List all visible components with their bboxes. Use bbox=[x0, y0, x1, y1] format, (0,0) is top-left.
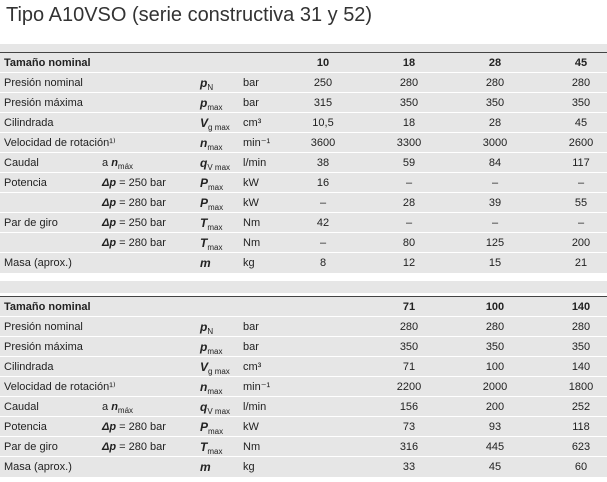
condition-delta-p: Δp bbox=[102, 217, 117, 229]
symbol-main: n bbox=[200, 136, 208, 150]
row-value-2: 100 bbox=[485, 361, 505, 373]
row-value-1: 350 bbox=[399, 97, 419, 109]
row-value-2: 125 bbox=[485, 237, 505, 249]
symbol-subscript: max bbox=[207, 447, 223, 456]
symbol-main: m bbox=[200, 256, 211, 270]
symbol-subscript: max bbox=[207, 223, 223, 232]
symbol-subscript: max bbox=[207, 243, 223, 252]
row-condition bbox=[102, 213, 166, 233]
row-unit: cm³ bbox=[243, 117, 262, 129]
row-label: Cilindrada bbox=[4, 117, 54, 129]
row-label: Caudal bbox=[4, 401, 39, 413]
row-value-3: 140 bbox=[571, 361, 591, 373]
row-value-0: – bbox=[319, 237, 327, 249]
row-symbol bbox=[200, 457, 211, 482]
row-value-3: 118 bbox=[572, 421, 590, 433]
table-row bbox=[0, 113, 607, 133]
table-row bbox=[0, 377, 607, 397]
row-value-1: 3300 bbox=[396, 137, 422, 149]
table-row bbox=[0, 437, 607, 457]
header-size-2: 100 bbox=[485, 301, 505, 313]
condition-delta-p: Δp bbox=[102, 237, 117, 249]
table-row bbox=[0, 317, 607, 337]
row-label: Potencia bbox=[4, 421, 47, 433]
row-value-2: 3000 bbox=[482, 137, 508, 149]
row-value-3: 350 bbox=[571, 97, 591, 109]
row-value-1: 18 bbox=[402, 117, 416, 129]
table-row bbox=[0, 457, 607, 477]
row-value-3: 252 bbox=[571, 401, 591, 413]
table-row bbox=[0, 93, 607, 113]
row-value-1: 73 bbox=[402, 421, 416, 433]
row-unit: min⁻¹ bbox=[243, 137, 271, 149]
table-row bbox=[0, 337, 607, 357]
symbol-subscript: max bbox=[207, 143, 223, 152]
row-value-0: 315 bbox=[313, 97, 333, 109]
symbol-subscript: V max bbox=[207, 407, 231, 416]
row-value-0: 42 bbox=[316, 217, 330, 229]
row-value-1: – bbox=[405, 177, 413, 189]
row-value-3: 55 bbox=[574, 197, 588, 209]
symbol-main: q bbox=[200, 400, 208, 414]
table-header-row bbox=[0, 296, 607, 317]
row-value-1: 156 bbox=[399, 401, 419, 413]
row-value-3: 623 bbox=[571, 441, 591, 453]
symbol-subscript: g max bbox=[208, 367, 230, 376]
table-row bbox=[0, 173, 607, 193]
row-value-3: 200 bbox=[571, 237, 591, 249]
header-label: Tamaño nominal bbox=[4, 301, 91, 313]
row-value-2: 350 bbox=[485, 97, 505, 109]
condition-pressure: = 280 bar bbox=[116, 421, 166, 433]
table-row bbox=[0, 397, 607, 417]
row-unit: min⁻¹ bbox=[243, 381, 271, 393]
symbol-main: p bbox=[200, 320, 208, 334]
row-unit: Nm bbox=[243, 217, 261, 229]
row-value-2: 445 bbox=[485, 441, 505, 453]
row-label: Par de giro bbox=[4, 441, 58, 453]
table-row bbox=[0, 133, 607, 153]
row-value-2: 39 bbox=[488, 197, 502, 209]
table-row bbox=[0, 193, 607, 213]
row-value-1: 71 bbox=[402, 361, 416, 373]
row-value-1: 80 bbox=[402, 237, 416, 249]
condition-prefix: a bbox=[102, 157, 112, 169]
row-value-1: 280 bbox=[399, 321, 419, 333]
condition-prefix: a bbox=[102, 401, 112, 413]
page-title: Tipo A10VSO (serie constructiva 31 y 52) bbox=[6, 4, 373, 26]
condition-symbol-sub: máx bbox=[117, 406, 134, 416]
symbol-subscript: N bbox=[207, 327, 214, 336]
row-value-1: 280 bbox=[399, 77, 419, 89]
symbol-main: V bbox=[200, 360, 209, 374]
row-value-2: 93 bbox=[488, 421, 502, 433]
condition-delta-p: Δp bbox=[102, 421, 117, 433]
header-label: Tamaño nominal bbox=[4, 57, 91, 69]
row-value-1: 28 bbox=[402, 197, 416, 209]
condition-pressure: = 250 bar bbox=[116, 217, 166, 229]
table-row bbox=[0, 233, 607, 253]
row-label: Par de giro bbox=[4, 217, 58, 229]
row-value-3: 117 bbox=[572, 157, 590, 169]
row-unit: kg bbox=[243, 257, 255, 269]
condition-pressure: = 250 bar bbox=[116, 177, 166, 189]
symbol-main: V bbox=[200, 116, 209, 130]
symbol-subscript: max bbox=[207, 347, 223, 356]
header-size-3: 45 bbox=[574, 57, 588, 69]
table-row bbox=[0, 153, 607, 173]
table-row bbox=[0, 253, 607, 273]
row-unit: kg bbox=[243, 461, 255, 473]
header-size-1: 18 bbox=[402, 57, 416, 69]
row-label: Presión nominal bbox=[4, 77, 83, 89]
row-label: Presión nominal bbox=[4, 321, 83, 333]
symbol-main: T bbox=[200, 216, 208, 230]
row-value-0: 3600 bbox=[310, 137, 336, 149]
table-row bbox=[0, 357, 607, 377]
symbol-subscript: max bbox=[207, 103, 223, 112]
row-condition bbox=[102, 193, 166, 213]
header-size-0: 10 bbox=[316, 57, 330, 69]
row-label: Velocidad de rotación¹⁾ bbox=[4, 137, 116, 149]
header-size-2: 28 bbox=[488, 57, 502, 69]
symbol-main: P bbox=[200, 176, 209, 190]
row-value-1: 2200 bbox=[396, 381, 422, 393]
symbol-main: p bbox=[200, 76, 208, 90]
row-condition bbox=[102, 233, 166, 253]
symbol-subscript: N bbox=[207, 83, 214, 92]
row-label: Masa (aprox.) bbox=[4, 461, 72, 473]
row-value-2: – bbox=[491, 177, 499, 189]
row-value-3: 60 bbox=[574, 461, 588, 473]
row-value-2: – bbox=[491, 217, 499, 229]
row-value-3: – bbox=[577, 217, 585, 229]
symbol-main: P bbox=[200, 420, 209, 434]
row-value-1: – bbox=[405, 217, 413, 229]
row-label: Potencia bbox=[4, 177, 47, 189]
symbol-main: n bbox=[200, 380, 208, 394]
row-unit: l/min bbox=[243, 401, 267, 413]
row-value-0: 10,5 bbox=[312, 117, 334, 129]
symbol-main: P bbox=[200, 196, 209, 210]
condition-symbol: n bbox=[111, 401, 118, 413]
row-label: Cilindrada bbox=[4, 361, 54, 373]
row-value-0: 16 bbox=[316, 177, 330, 189]
table-band-mid bbox=[0, 281, 607, 293]
row-unit: bar bbox=[243, 77, 259, 89]
symbol-main: q bbox=[200, 156, 208, 170]
symbol-subscript: max bbox=[207, 387, 223, 396]
row-value-0: 250 bbox=[313, 77, 333, 89]
row-value-2: 350 bbox=[485, 341, 505, 353]
condition-delta-p: Δp bbox=[102, 197, 117, 209]
row-unit: bar bbox=[243, 97, 259, 109]
row-value-3: 21 bbox=[574, 257, 588, 269]
condition-pressure: = 280 bar bbox=[116, 237, 166, 249]
symbol-main: T bbox=[200, 236, 208, 250]
condition-delta-p: Δp bbox=[102, 441, 117, 453]
row-value-1: 33 bbox=[402, 461, 416, 473]
row-unit: kW bbox=[243, 197, 259, 209]
symbol-subscript: g max bbox=[208, 123, 230, 132]
row-value-0: – bbox=[319, 197, 327, 209]
row-symbol bbox=[200, 253, 211, 278]
row-label: Presión máxima bbox=[4, 341, 83, 353]
row-condition bbox=[102, 173, 166, 193]
row-value-2: 15 bbox=[488, 257, 502, 269]
table-row bbox=[0, 417, 607, 437]
symbol-subscript: max bbox=[208, 203, 224, 212]
condition-pressure: = 280 bar bbox=[116, 197, 166, 209]
row-unit: Nm bbox=[243, 441, 261, 453]
row-value-3: 280 bbox=[571, 77, 591, 89]
row-label: Presión máxima bbox=[4, 97, 83, 109]
row-value-0: 38 bbox=[316, 157, 330, 169]
row-unit: l/min bbox=[243, 157, 267, 169]
row-value-3: 1800 bbox=[568, 381, 594, 393]
row-label: Caudal bbox=[4, 157, 39, 169]
row-unit: kW bbox=[243, 177, 259, 189]
row-value-3: 2600 bbox=[568, 137, 594, 149]
row-value-2: 280 bbox=[485, 321, 505, 333]
row-value-2: 28 bbox=[488, 117, 502, 129]
symbol-main: p bbox=[200, 96, 208, 110]
row-value-3: 350 bbox=[571, 341, 591, 353]
row-value-3: 280 bbox=[571, 321, 591, 333]
row-value-3: 45 bbox=[574, 117, 588, 129]
symbol-main: p bbox=[200, 340, 208, 354]
row-label: Velocidad de rotación¹⁾ bbox=[4, 381, 116, 393]
condition-delta-p: Δp bbox=[102, 177, 117, 189]
condition-symbol: n bbox=[111, 157, 118, 169]
row-unit: bar bbox=[243, 341, 259, 353]
symbol-subscript: max bbox=[208, 183, 224, 192]
row-unit: kW bbox=[243, 421, 259, 433]
symbol-main: m bbox=[200, 460, 211, 474]
row-value-1: 12 bbox=[402, 257, 416, 269]
row-condition bbox=[102, 417, 166, 437]
row-unit: cm³ bbox=[243, 361, 262, 373]
header-size-3: 140 bbox=[571, 301, 591, 313]
symbol-subscript: max bbox=[208, 427, 224, 436]
condition-symbol-sub: máx bbox=[117, 162, 134, 172]
row-value-1: 350 bbox=[399, 341, 419, 353]
row-value-3: – bbox=[577, 177, 585, 189]
row-condition bbox=[102, 437, 166, 457]
row-value-2: 84 bbox=[488, 157, 502, 169]
row-label: Masa (aprox.) bbox=[4, 257, 72, 269]
row-unit: bar bbox=[243, 321, 259, 333]
symbol-main: T bbox=[200, 440, 208, 454]
header-size-1: 71 bbox=[402, 301, 416, 313]
row-value-2: 280 bbox=[485, 77, 505, 89]
row-value-0: 8 bbox=[319, 257, 327, 269]
row-unit: Nm bbox=[243, 237, 261, 249]
symbol-subscript: V max bbox=[207, 163, 231, 172]
row-value-2: 2000 bbox=[482, 381, 508, 393]
row-value-2: 200 bbox=[485, 401, 505, 413]
row-value-2: 45 bbox=[488, 461, 502, 473]
table-row bbox=[0, 213, 607, 233]
table-row bbox=[0, 73, 607, 93]
row-value-1: 316 bbox=[399, 441, 419, 453]
condition-pressure: = 280 bar bbox=[116, 441, 166, 453]
table-header-row bbox=[0, 52, 607, 73]
row-value-1: 59 bbox=[402, 157, 416, 169]
